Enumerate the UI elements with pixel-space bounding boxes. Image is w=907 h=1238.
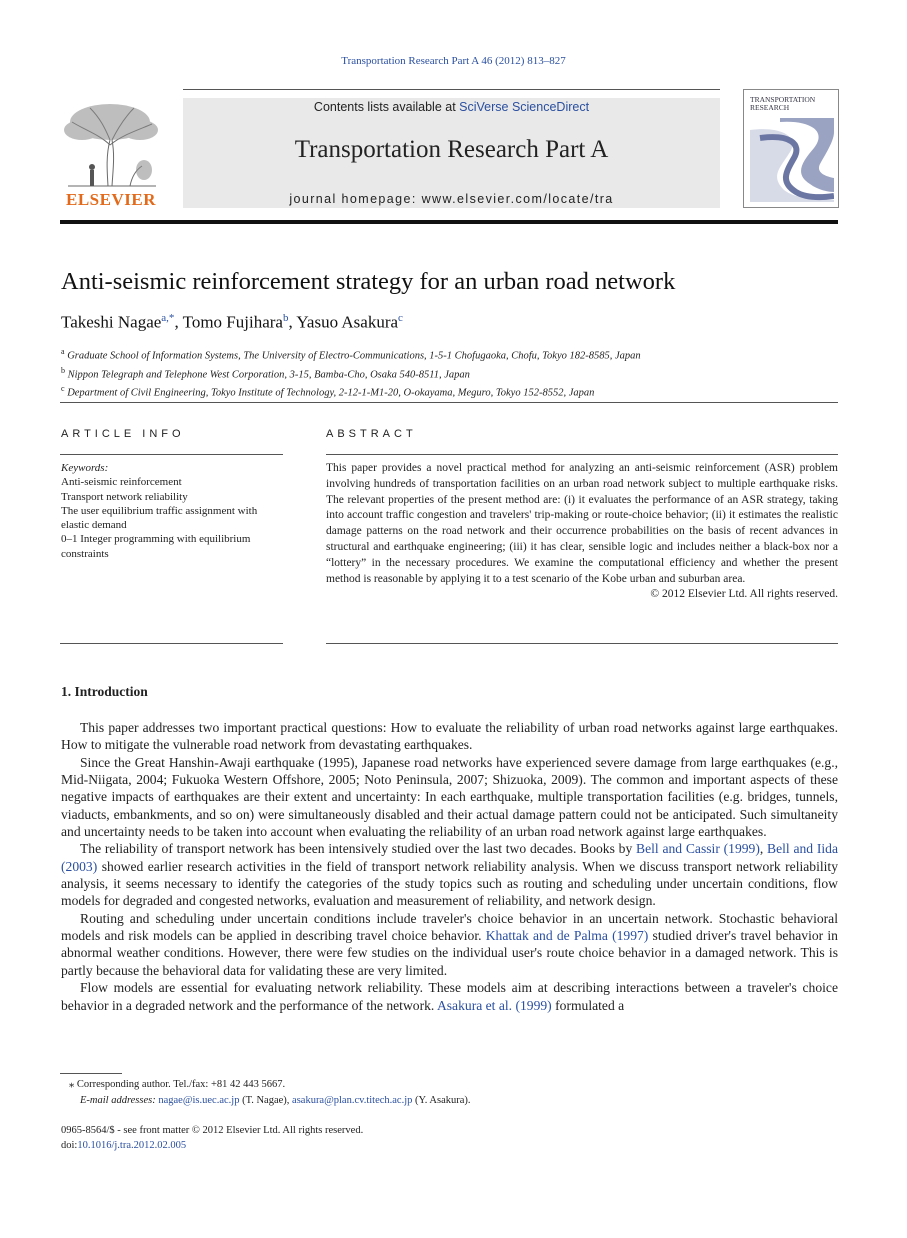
- paper-title: Anti-seismic reinforcement strategy for an urban road network: [61, 268, 676, 295]
- doi-prefix: doi:: [61, 1140, 78, 1151]
- paragraph-text: Routing and scheduling under uncertain conditions include traveler's choice behavior in an uncertain network. Stochastic behavioral models and risk models can be applied in describing travel choice behavior.: [61, 910, 838, 944]
- email-link[interactable]: nagae@is.uec.ac.jp: [158, 1094, 240, 1106]
- journal-homepage-line: [183, 192, 720, 206]
- journal-reference[interactable]: Transportation Research Part A 46 (2012) 813–827: [341, 55, 566, 67]
- author-affiliation-marker[interactable]: c: [398, 312, 403, 324]
- citation-link[interactable]: Bell and Cassir (1999): [636, 841, 760, 857]
- masthead-bottom-rule: [60, 220, 838, 224]
- keyword-item: Transport network reliability: [61, 490, 188, 503]
- article-info-bottom-rule: [60, 643, 283, 644]
- author-separator: ,: [288, 312, 297, 332]
- author-separator: ,: [174, 312, 183, 332]
- section-rule: [60, 402, 838, 403]
- cover-title: TRANSPORTATION RESEARCH: [750, 95, 816, 112]
- paragraph: [61, 910, 838, 979]
- issn-line: 0965-8564/$ - see front matter © 2012 Elsevier Ltd. All rights reserved.: [61, 1125, 364, 1136]
- body-text: [61, 719, 838, 1014]
- affiliation-marker: a: [61, 347, 65, 356]
- keyword-item: Anti-seismic reinforcement: [61, 476, 182, 489]
- keyword-item: 0–1 Integer programming with equilibrium constraints: [61, 533, 251, 560]
- journal-cover-thumbnail: [743, 89, 839, 208]
- paragraph: [61, 840, 838, 909]
- affiliation-text: Department of Civil Engineering, Tokyo Institute of Technology, 2-12-1-M1-20, O-okayama, Meguro, Tokyo 152-8552, Japan: [67, 387, 595, 399]
- paragraph: This paper addresses two important practical questions: How to evaluate the reliability of urban road networks against large earthquakes. How to mitigate the vulnerable road network from devastating earthquakes.: [61, 720, 838, 753]
- abstract-top-rule: [326, 454, 838, 455]
- abstract-copyright: © 2012 Elsevier Ltd. All rights reserved.: [650, 588, 838, 601]
- homepage-prefix: journal homepage:: [289, 192, 422, 206]
- masthead-top-rule: [183, 89, 720, 90]
- email-note: [61, 1093, 838, 1109]
- elsevier-wordmark: ELSEVIER: [66, 190, 156, 209]
- author-name: Tomo Fujihara: [182, 312, 283, 332]
- elsevier-logo: [60, 100, 162, 210]
- paragraph-text: showed earlier research activities in the field of transport network reliability analysis. When we discuss transport network reliability analysis, it seems necessary to identify the categories of the study topics such as routing and scheduling under uncertain conditions, flow models for degraded and congested networks, evaluation and measurement of reliability, and network design.: [61, 858, 838, 909]
- affiliation: [61, 345, 641, 364]
- elsevier-tree-icon: [60, 100, 162, 188]
- paragraph: [61, 979, 838, 1014]
- paragraph: Since the Great Hanshin-Awaji earthquake (1995), Japanese road networks have experienced severe damage from large earthquakes (e.g., Mid-Niigata, 2004; Fukuoka Western Offshore, 2005; Noto Peninsula, 2007; Shizuoka, 2009). The common and important aspects of these negative impacts of earthquakes are their extent and uncertainty: In each earthquake, multiple transportation facilities (e.g. bridges, tunnels, viaducts, embankments, and so on) were simultaneously disabled and their actual damage pattern could not be anticipated. Such simultaneity and uncertainty needs to be taken into account when evaluating the reliability of an urban road network against large earthquakes.: [61, 754, 838, 840]
- footnotes: [61, 1077, 838, 1108]
- article-info-heading: ARTICLE INFO: [61, 428, 185, 440]
- affiliation: [61, 382, 641, 401]
- keywords-label: Keywords:: [61, 462, 109, 474]
- affiliations: [61, 345, 641, 401]
- paragraph-text: ,: [759, 841, 768, 857]
- email-owner: (T. Nagae),: [239, 1094, 293, 1106]
- author-list: [61, 312, 403, 333]
- doi-link[interactable]: 10.1016/j.tra.2012.02.005: [77, 1140, 187, 1151]
- footnote-rule: [60, 1073, 122, 1074]
- abstract-text: This paper provides a novel practical method for analyzing an anti-seismic reinforcement (ASR) problem involving hundreds of transportation facilities on an urban road network subject to multiple earthquake risks. The relevant properties of the present method are: (i) it evaluates the performance of an ASR strategy, taking into account traffic congestion and travelers' trip-making or route-choice behavior; (ii) it estimates the realistic damage patterns on the road network and their occurrence probabilities on the basis of recent advances in structural and earthquake engineering; (iii) it has clear, sensible logic and includes neither a black-box nor a “lottery” in the necessary procedures. We examine the computational efficiency and whether the present method is reasonable by applying it to a test scenario of the Kobe urban and suburban area.: [326, 462, 838, 585]
- affiliation: [61, 364, 641, 383]
- abstract-heading: ABSTRACT: [326, 428, 417, 440]
- abstract-body: [326, 461, 838, 603]
- doi-line: [61, 1138, 363, 1153]
- keyword-item: The user equilibrium traffic assignment with elastic demand: [61, 504, 258, 532]
- section-heading-introduction: 1. Introduction: [61, 684, 148, 699]
- citation-link[interactable]: Khattak and de Palma (1997): [485, 928, 649, 944]
- email-label: E-mail addresses:: [80, 1094, 156, 1106]
- keywords-block: [61, 461, 286, 561]
- citation-link[interactable]: Bell and Iida (2003): [61, 841, 838, 874]
- sciencedirect-link[interactable]: SciVerse ScienceDirect: [459, 100, 590, 114]
- author-name: Yasuo Asakura: [296, 312, 399, 332]
- author-affiliation-marker[interactable]: b: [282, 312, 289, 324]
- issn-block: [61, 1123, 363, 1153]
- email-owner: (Y. Asakura).: [412, 1094, 471, 1106]
- cover-road-icon: [750, 118, 834, 202]
- email-link[interactable]: asakura@plan.cv.titech.ac.jp: [292, 1094, 413, 1106]
- paragraph-text: studied driver's travel behavior in abnormal weather conditions. However, there were few studies on the individual user's route choice behavior in a damaged network. This is partly because the behavioral data for validating these are very limited.: [61, 928, 838, 978]
- author-affiliation-marker[interactable]: a,*: [161, 312, 175, 324]
- paragraph-text: Flow models are essential for evaluating network reliability. These models aim at describing interactions between a traveler's choice behavior in a degraded network and the performance of the network.: [61, 980, 838, 1013]
- corresponding-author-note: ⁎ Corresponding author. Tel./fax: +81 42 443 5667.: [69, 1079, 286, 1090]
- paragraph-text: The reliability of transport network has been intensively studied over the last two decades. Books by: [80, 841, 637, 857]
- affiliation-text: Graduate School of Information Systems, The University of Electro-Communications, 1-5-1 Chofugaoka, Chofu, Tokyo 182-8585, Japan: [67, 350, 641, 362]
- article-info-top-rule: [60, 454, 283, 455]
- author-name: Takeshi Nagae: [61, 312, 162, 332]
- contents-prefix: Contents lists available at: [313, 100, 460, 114]
- affiliation-text: Nippon Telegraph and Telephone West Corporation, 3-15, Bamba-Cho, Osaka 540-8511, Japan: [67, 369, 470, 380]
- contents-available-line: [183, 100, 720, 114]
- journal-name: Transportation Research Part A: [294, 136, 609, 163]
- affiliation-marker: b: [61, 365, 65, 375]
- citation-link[interactable]: Asakura et al. (1999): [436, 997, 552, 1013]
- paragraph-text: formulated a: [551, 997, 625, 1013]
- affiliation-marker: c: [61, 384, 65, 393]
- journal-masthead: [183, 98, 720, 208]
- abstract-bottom-rule: [326, 643, 838, 644]
- homepage-url[interactable]: www.elsevier.com/locate/tra: [421, 192, 614, 206]
